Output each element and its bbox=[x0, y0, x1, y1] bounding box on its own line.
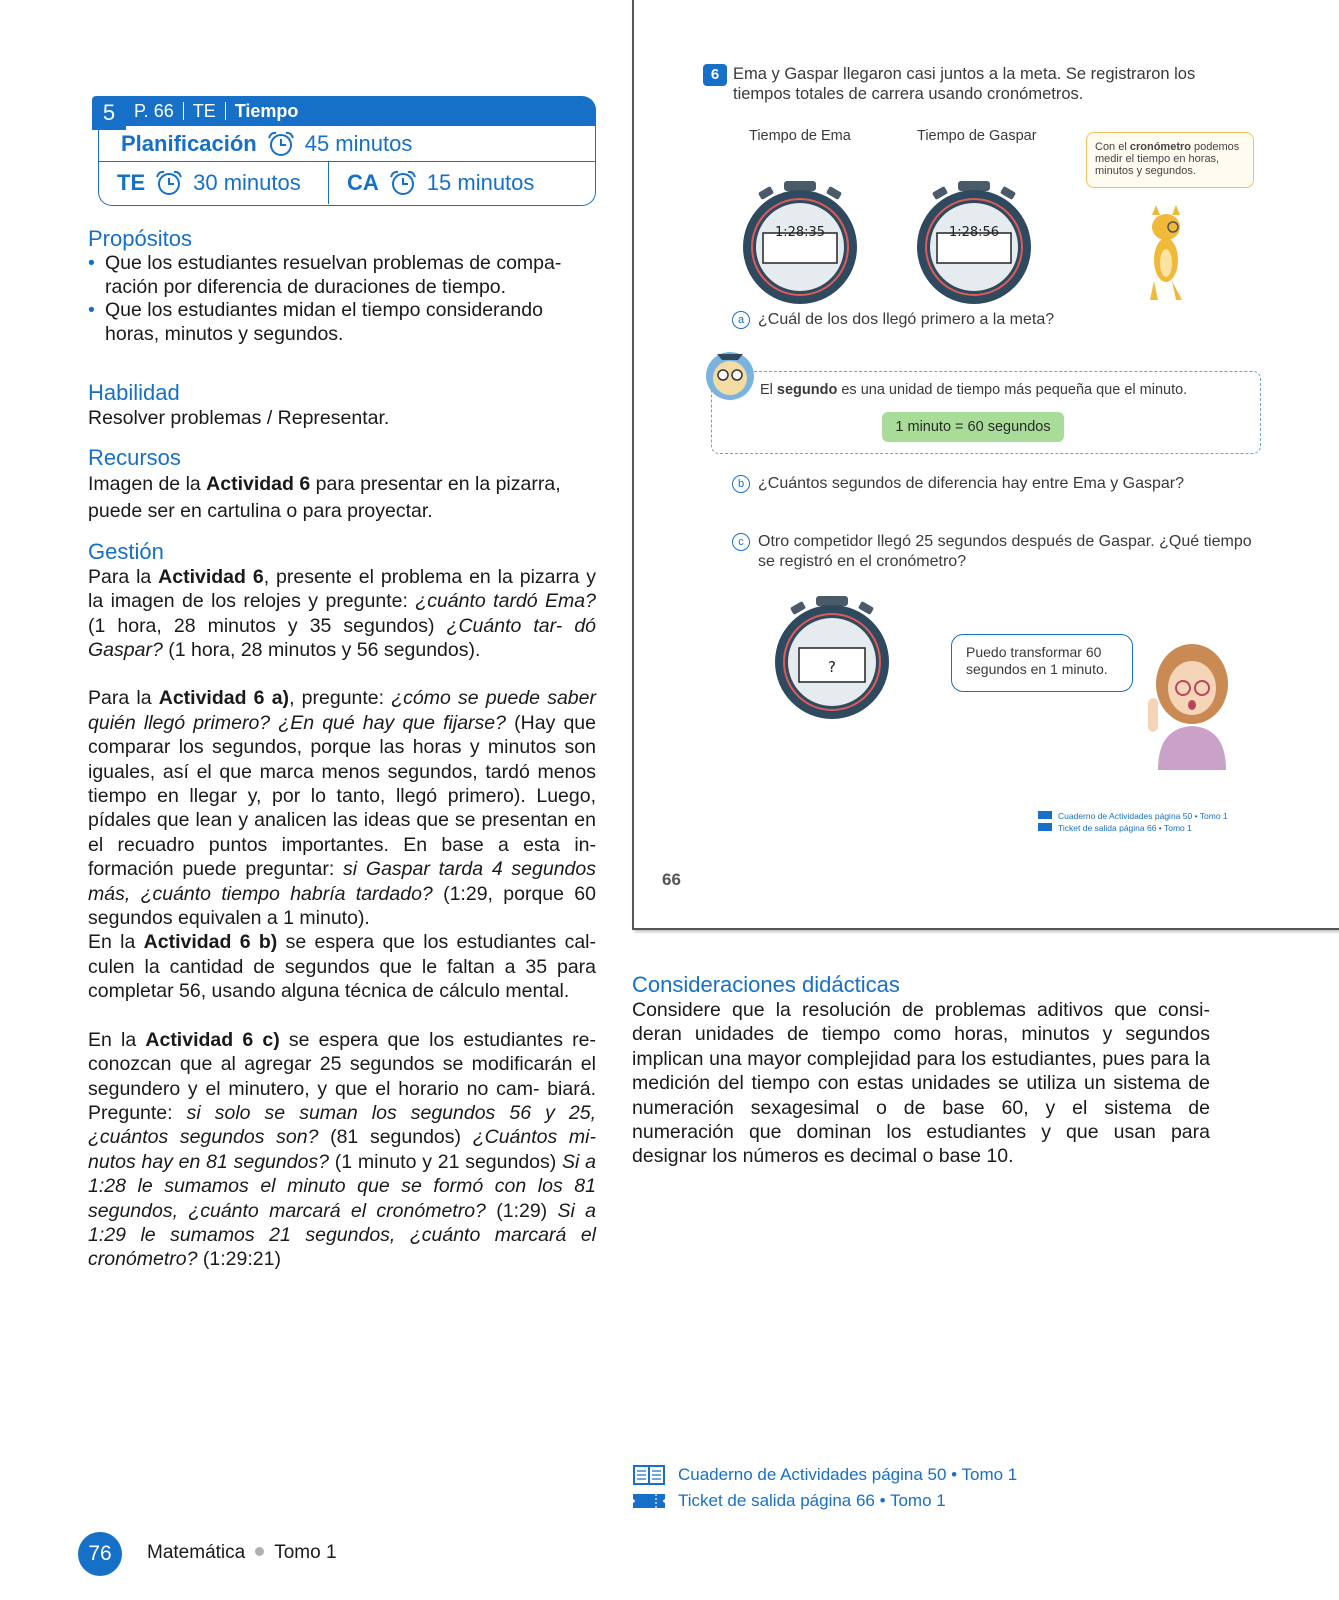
gestion-heading: Gestión bbox=[88, 538, 164, 564]
footer-label bbox=[147, 1542, 337, 1564]
considerations-text: Considere que la resolución de problemas aditivos que consi- deran unidades de tiempo como horas, minutos y segundos implican una mayor complejidad para los estudiantes, pues para la medición del tiempo con estas unidades se utiliza un sistema de numeración sexagesimal o de base 60, y el sistema de numeración que dominan los estudiantes y que usan para designar los números es decimal o base 10. bbox=[632, 999, 1210, 1168]
equivalence-badge: 1 minuto = 60 segundos bbox=[882, 412, 1064, 442]
topic-title: Tiempo bbox=[234, 101, 299, 121]
stopwatch-ema-icon bbox=[739, 181, 861, 305]
te-label: TE bbox=[117, 170, 146, 195]
te-cell bbox=[99, 162, 329, 204]
te-time: 30 minutos bbox=[193, 170, 301, 195]
time-gaspar: 1:28:56 bbox=[948, 225, 1000, 240]
cronometro-bubble: Con el cronómetro podemos medir el tiempo en horas, minutos y segundos. bbox=[1086, 132, 1254, 188]
ca-label: CA bbox=[347, 170, 379, 195]
question-c: c Otro competidor llegó 25 segundos después de Gaspar. ¿Qué tiempo se registró en el cronómetro? bbox=[732, 532, 1252, 572]
recursos-heading: Recursos bbox=[88, 444, 181, 470]
gestion-paragraph: En la Actividad 6 b) se espera que los estudiantes cal- culen la cantidad de segundos que le faltan a 35 para completar 56, usando alguna técnica de cálculo mental. bbox=[88, 931, 596, 1003]
stopwatch-gaspar-icon bbox=[913, 181, 1035, 305]
lesson-number: 5 bbox=[92, 96, 126, 130]
student-page-number: 66 bbox=[662, 870, 681, 889]
resource-references bbox=[632, 1462, 1052, 1514]
ticket-icon bbox=[632, 1491, 666, 1511]
cuaderno-reference-text: Cuaderno de Actividades página 50 • Tomo 1 bbox=[678, 1465, 1018, 1484]
squirrel-mascot-icon bbox=[1142, 205, 1192, 305]
question-b: b ¿Cuántos segundos de diferencia hay entre Ema y Gaspar? bbox=[732, 474, 1184, 494]
alarm-clock-icon bbox=[387, 169, 419, 197]
page-number: 76 bbox=[78, 1532, 122, 1576]
girl-illustration-icon bbox=[1144, 638, 1234, 770]
planning-header bbox=[126, 96, 596, 126]
teacher-notes-column bbox=[88, 96, 596, 1272]
planning-split-row bbox=[99, 162, 595, 204]
planning-body bbox=[98, 126, 596, 206]
ca-time: 15 minutos bbox=[426, 170, 535, 195]
proposito-item: • Que los estudiantes resuelvan problemas de compa- ración por diferencia de duraciones de tiempo. bbox=[88, 252, 596, 299]
planning-row bbox=[99, 126, 595, 162]
page-ref: P. 66 bbox=[134, 101, 174, 121]
info-text: El segundo es una unidad de tiempo más pequeña que el minuto. bbox=[760, 382, 1188, 398]
book-icon bbox=[632, 1463, 666, 1487]
planning-box bbox=[88, 96, 596, 206]
habilidad-text: Resolver problemas / Representar. bbox=[88, 407, 390, 430]
activity-number: 6 bbox=[703, 64, 727, 86]
ca-cell bbox=[329, 162, 534, 204]
recursos-text: Imagen de la Actividad 6 para presentar en la pizarra, puede ser en cartulina o para proyectar. bbox=[88, 472, 561, 522]
mini-references: Cuaderno de Actividades página 50 • Tomo 1 Ticket de salida página 66 • Tomo 1 bbox=[1038, 810, 1228, 834]
planning-label: Planificación bbox=[121, 130, 257, 156]
tomo-label: Tomo 1 bbox=[274, 1542, 337, 1563]
question-a: a ¿Cuál de los dos llegó primero a la meta? bbox=[732, 310, 1054, 330]
activity-statement: Ema y Gaspar llegaron casi juntos a la meta. Se registraron los tiempos totales de carrera usando cronómetros. bbox=[733, 65, 1196, 103]
gestion-paragraph: Para la Actividad 6 a), pregunte: ¿cómo se puede saber quién llegó primero? ¿En qué hay que fijarse? (Hay que comparar los segundos, porque las horas y minutos son iguales, así el que marca menos segundos, tardó menos tiempo en llegar y, por lo tanto, llegó primero). Luego, pídales que lean y analicen las ideas que se presentan en el recuadro puntos importantes. En base a esta in- formación puede preguntar: si Gaspar tarda 4 segundos más, ¿cuánto tiempo habría tardado? (1:29, porque 60 segundos equivalen a 1 minuto). bbox=[88, 687, 597, 930]
proposito-item: • Que los estudiantes midan el tiempo considerando horas, minutos y segundos. bbox=[88, 299, 596, 346]
girl-speech-bubble: Puedo transformar 60 segundos en 1 minuto. bbox=[951, 634, 1133, 692]
student-page-image bbox=[632, 0, 1339, 930]
alarm-clock-icon bbox=[265, 130, 297, 158]
planning-time: 45 minutos bbox=[304, 130, 413, 156]
ticket-reference[interactable] bbox=[632, 1488, 1052, 1514]
dot-separator bbox=[255, 1547, 264, 1556]
cuaderno-reference[interactable] bbox=[632, 1462, 1052, 1488]
considerations-heading: Consideraciones didácticas bbox=[632, 972, 900, 997]
gestion-paragraph: En la Actividad 6 c) se espera que los estudiantes re- conozcan que al agregar 25 segundos se modificarán el segundero y el minutero, y que el horario no cam- biará. Pregunte: si solo se suman los segundos 56 y 25, ¿cuántos segundos son? (81 segundos) ¿Cuántos mi- nutos hay en 81 segundos? (1 minuto y 21 segundos) Si a 1:28 le sumamos el minuto que se formó con los 81 segundos, ¿cuánto marcará el cronómetro? (1:29) Si a 1:29 le sumamos 21 segundos, ¿cuánto marcará el cronómetro? (1:29:21) bbox=[88, 1028, 597, 1271]
label-gaspar: Tiempo de Gaspar bbox=[917, 128, 1037, 144]
subject-name: Matemática bbox=[147, 1542, 246, 1563]
owl-mascot-icon bbox=[702, 348, 758, 400]
habilidad-heading: Habilidad bbox=[88, 380, 180, 406]
propositos-heading: Propósitos bbox=[88, 226, 192, 251]
label-ema: Tiempo de Ema bbox=[749, 128, 851, 144]
considerations-section bbox=[632, 972, 1210, 1169]
time-ema: 1:28:35 bbox=[774, 225, 826, 240]
te-ref: TE bbox=[192, 101, 216, 121]
ticket-reference-text: Ticket de salida página 66 • Tomo 1 bbox=[678, 1491, 946, 1510]
gestion-paragraph: Para la Actividad 6, presente el problema en la pizarra y la imagen de los relojes y pregunte: ¿cuánto tardó Ema? (1 hora, 28 minutos y 35 segundos) ¿Cuánto tar- dó Gaspar? (1 hora, 28 minutos y 56 segundos). bbox=[88, 565, 597, 661]
unknown-time: ? bbox=[828, 658, 836, 676]
alarm-clock-icon bbox=[153, 169, 185, 197]
